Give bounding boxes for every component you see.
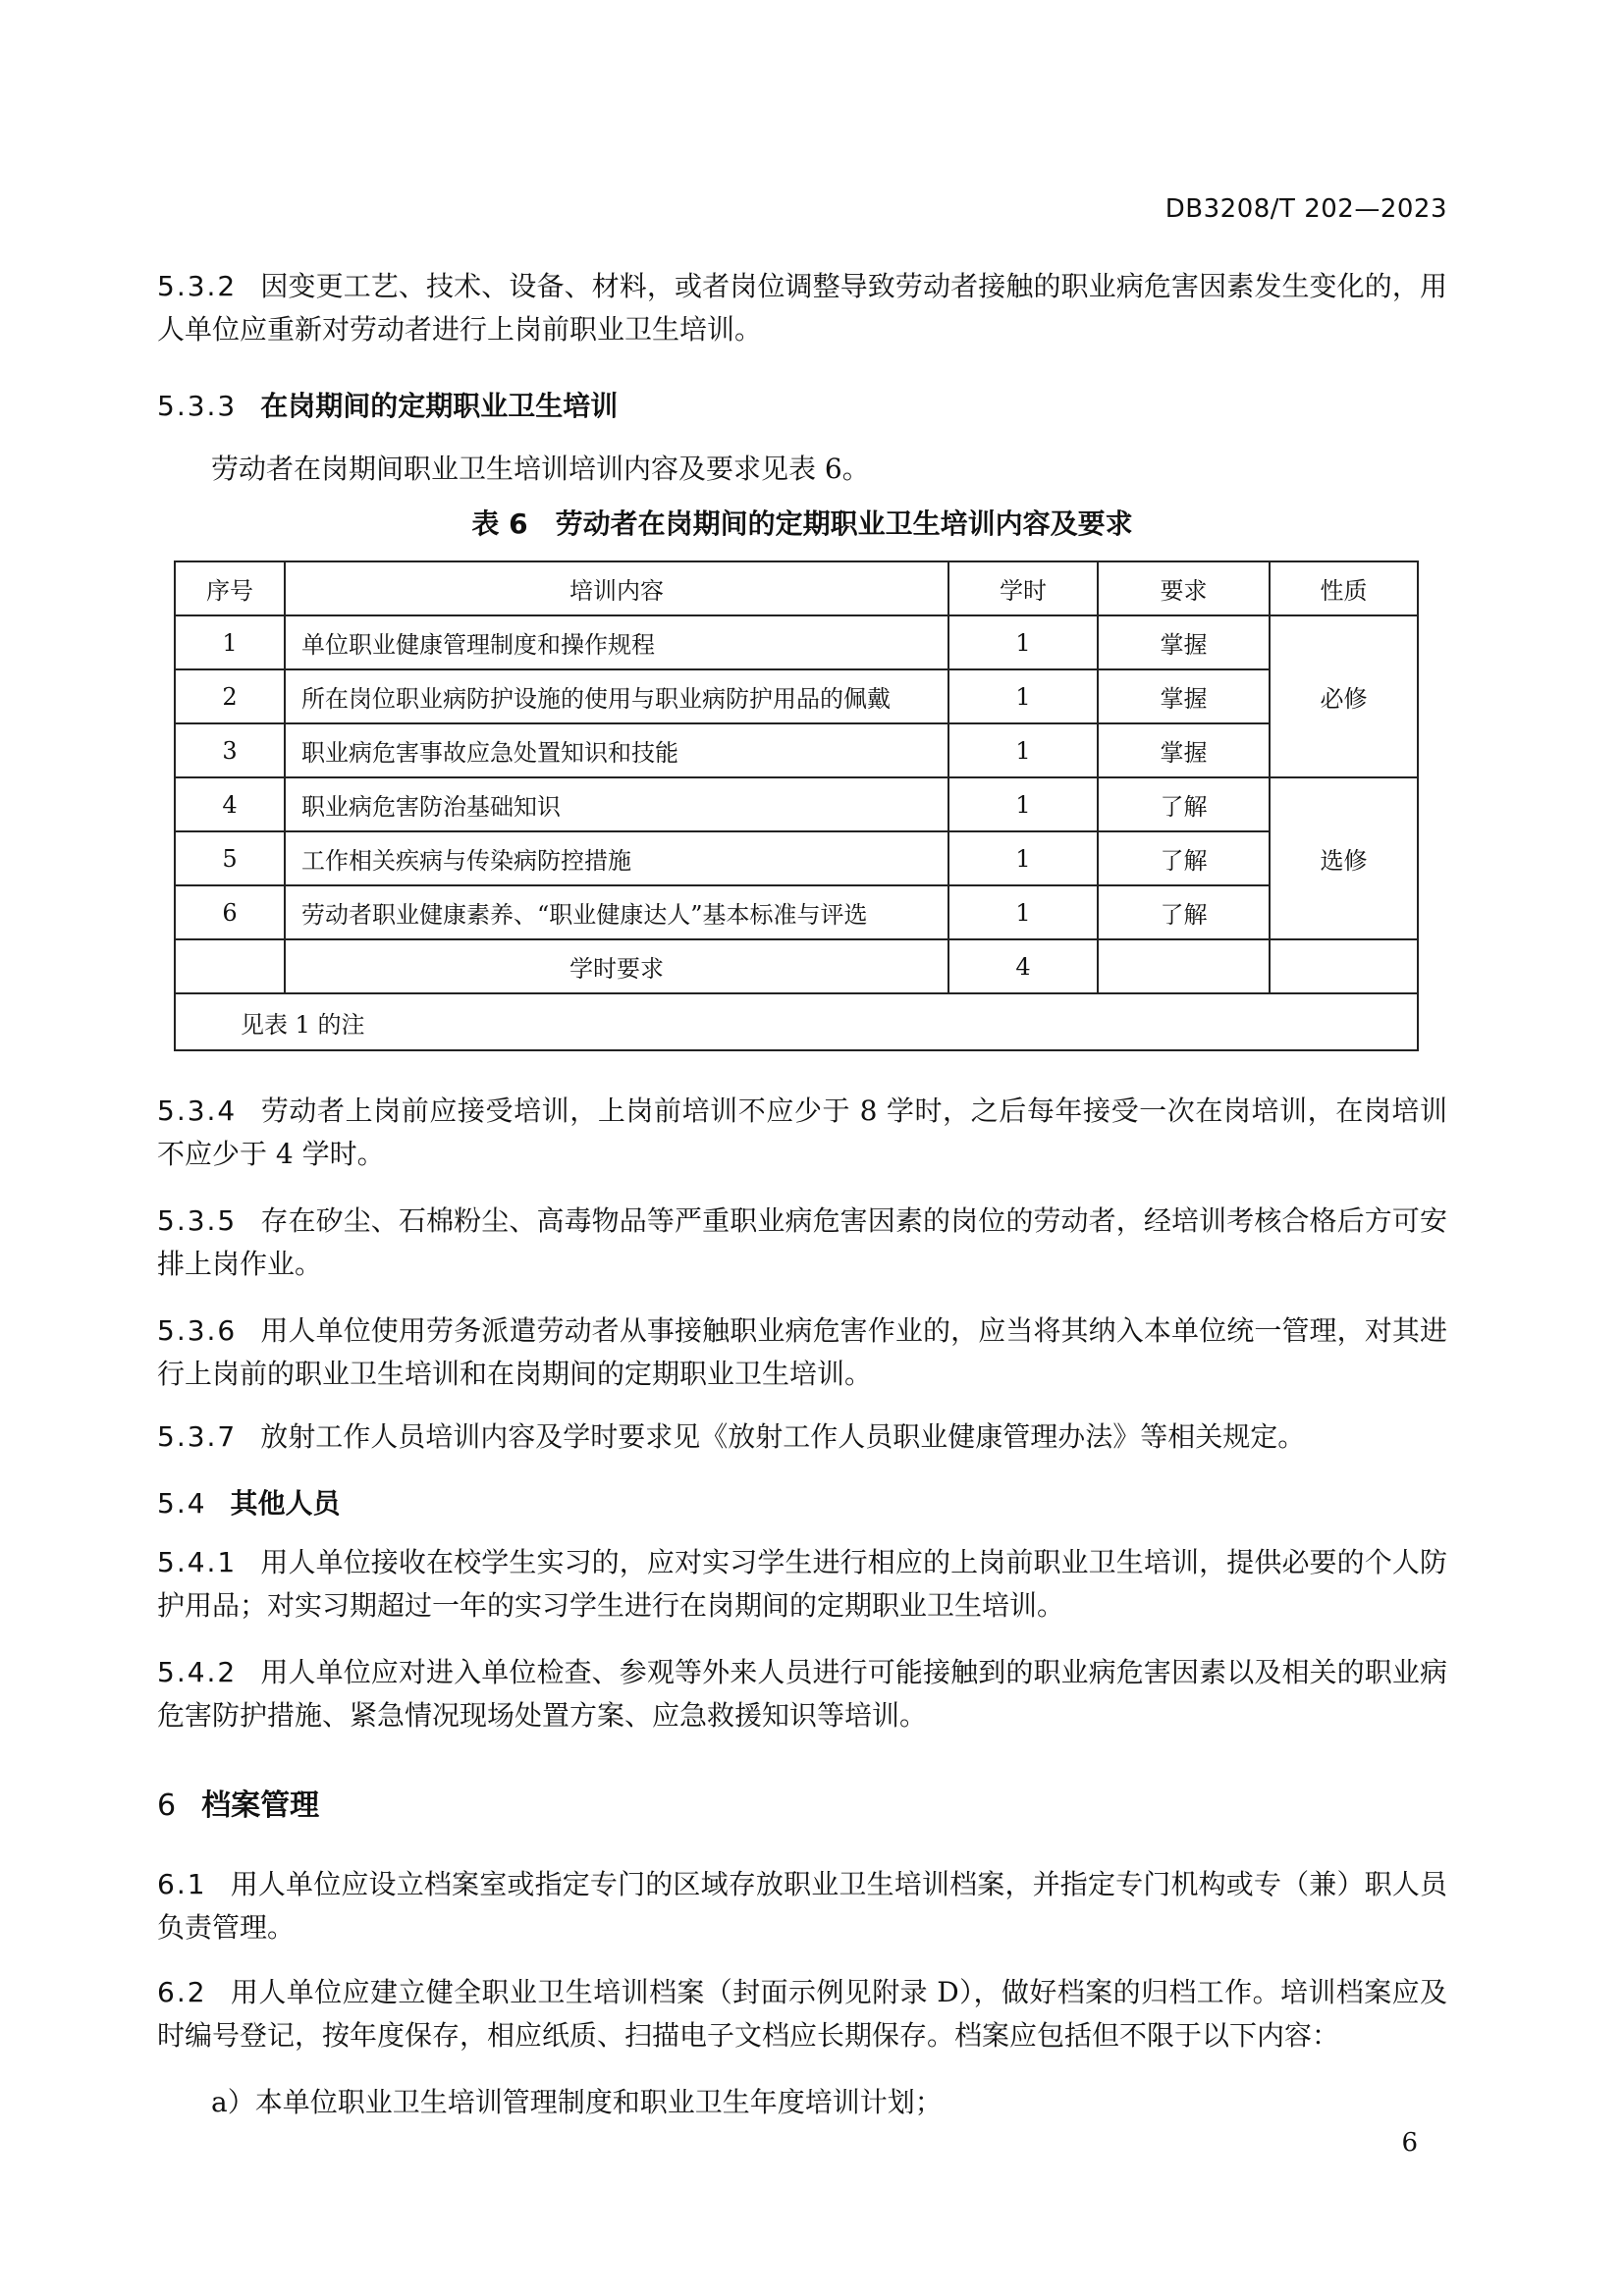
cell-seq: 1 [175,615,285,669]
cell-seq: 6 [175,885,285,939]
cell-requirement: 掌握 [1098,723,1270,777]
cell-content: 职业病危害事故应急处置知识和技能 [285,723,948,777]
cell-hours: 1 [948,885,1098,939]
document-code: DB3208/T 202—2023 [1164,194,1447,224]
cell-requirement: 掌握 [1098,615,1270,669]
cell-requirement: 掌握 [1098,669,1270,723]
clause-number: 5.3.2 [157,270,238,302]
clause-number: 5.3.6 [157,1314,238,1347]
cell-hours: 1 [948,831,1098,885]
cell-total-hours: 4 [948,939,1098,993]
cell-empty [1098,939,1270,993]
clause-number: 5.4.2 [157,1656,238,1688]
table-row [175,669,1418,723]
clause-text: 存在矽尘、石棉粉尘、高毒物品等严重职业病危害因素的岗位的劳动者，经培训考核合格后方可安排上岗作业。 [157,1204,1447,1280]
cell-content: 所在岗位职业病防护设施的使用与职业病防护用品的佩戴 [285,669,948,723]
table-note-row [175,993,1418,1050]
page-number: 6 [1401,2128,1418,2158]
cell-total-label: 学时要求 [285,939,948,993]
header-nature: 性质 [1270,561,1418,615]
clause-title: 在岗期间的定期职业卫生培训 [260,390,619,422]
clause-5-4-2 [157,1651,1447,1737]
cell-empty [175,939,285,993]
cell-hours: 1 [948,777,1098,831]
cell-empty [1270,939,1418,993]
clause-5-3-3-body: 劳动者在岗期间职业卫生培训培训内容及要求见表 6。 [211,453,870,485]
cell-hours: 1 [948,669,1098,723]
cell-requirement: 了解 [1098,831,1270,885]
cell-requirement: 了解 [1098,777,1270,831]
cell-content: 劳动者职业健康素养、“职业健康达人”基本标准与评选 [285,885,948,939]
cell-requirement: 了解 [1098,885,1270,939]
clause-5-4-1 [157,1541,1447,1628]
table-row [175,777,1418,831]
clause-text: 用人单位使用劳务派遣劳动者从事接触职业病危害作业的，应当将其纳入本单位统一管理，对其进行上岗前的职业卫生培训和在岗期间的定期职业卫生培训。 [157,1314,1447,1390]
header-requirement: 要求 [1098,561,1270,615]
clause-5-3-7 [157,1415,1447,1459]
clause-text: 放射工作人员培训内容及学时要求见《放射工作人员职业健康管理办法》等相关规定。 [260,1420,1306,1453]
clause-number: 5.3.3 [157,390,238,422]
section-number: 6 [157,1789,179,1823]
table-row [175,831,1418,885]
table-total-row [175,939,1418,993]
table-row [175,615,1418,669]
header-content: 培训内容 [285,561,948,615]
section-title: 档案管理 [201,1789,320,1823]
clause-number: 5.3.4 [157,1095,238,1127]
table-note: 见表 1 的注 [175,993,1418,1050]
header-hours: 学时 [948,561,1098,615]
clause-5-3-3-heading [157,385,618,424]
cell-content: 工作相关疾病与传染病防控措施 [285,831,948,885]
clause-5-3-5 [157,1200,1447,1286]
cell-hours: 1 [948,615,1098,669]
clause-number: 5.3.5 [157,1204,238,1237]
clause-text: 用人单位接收在校学生实习的，应对实习学生进行相应的上岗前职业卫生培训，提供必要的个人防护用品；对实习期超过一年的实习学生进行在岗期间的定期职业卫生培训。 [157,1546,1447,1622]
cell-content: 职业病危害防治基础知识 [285,777,948,831]
section-6-heading [157,1781,319,1824]
clause-5-3-2 [157,265,1447,351]
clause-number: 5.4 [157,1487,207,1520]
clause-5-3-4 [157,1090,1447,1176]
clause-number: 6.2 [157,1976,207,2008]
table-row [175,723,1418,777]
cell-seq: 2 [175,669,285,723]
clause-title: 其他人员 [230,1487,341,1520]
table-row [175,885,1418,939]
cell-seq: 3 [175,723,285,777]
cell-seq: 5 [175,831,285,885]
clause-5-4-heading [157,1482,341,1522]
table-header-row [175,561,1418,615]
cell-nature-elective: 选修 [1270,777,1418,939]
clause-number: 5.3.7 [157,1420,238,1453]
table-6 [174,561,1419,1051]
header-seq: 序号 [175,561,285,615]
clause-number: 5.4.1 [157,1546,238,1578]
clause-text: 用人单位应设立档案室或指定专门的区域存放职业卫生培训档案，并指定专门机构或专（兼）职人员负责管理。 [157,1868,1447,1944]
clause-text: 用人单位应对进入单位检查、参观等外来人员进行可能接触到的职业病危害因素以及相关的职业病危害防护措施、紧急情况现场处置方案、应急救援知识等培训。 [157,1656,1447,1732]
cell-content: 单位职业健康管理制度和操作规程 [285,615,948,669]
clause-text: 因变更工艺、技术、设备、材料，或者岗位调整导致劳动者接触的职业病危害因素发生变化的，用人单位应重新对劳动者进行上岗前职业卫生培训。 [157,270,1447,346]
list-item-a: a）本单位职业卫生培训管理制度和职业卫生年度培训计划； [211,2086,943,2118]
clause-5-3-6 [157,1309,1447,1396]
clause-6-1 [157,1863,1447,1949]
clause-text: 劳动者上岗前应接受培训，上岗前培训不应少于 8 学时，之后每年接受一次在岗培训，在岗培训不应少于 4 学时。 [157,1095,1447,1170]
cell-nature-required: 必修 [1270,615,1418,777]
cell-hours: 1 [948,723,1098,777]
clause-number: 6.1 [157,1868,207,1900]
table-6-title: 表 6 劳动者在岗期间的定期职业卫生培训内容及要求 [471,507,1133,540]
clause-text: 用人单位应建立健全职业卫生培训档案（封面示例见附录 D），做好档案的归档工作。培训档案应及时编号登记，按年度保存，相应纸质、扫描电子文档应长期保存。档案应包括但不限于以下内容： [157,1976,1447,2052]
cell-seq: 4 [175,777,285,831]
clause-6-2 [157,1971,1447,2057]
